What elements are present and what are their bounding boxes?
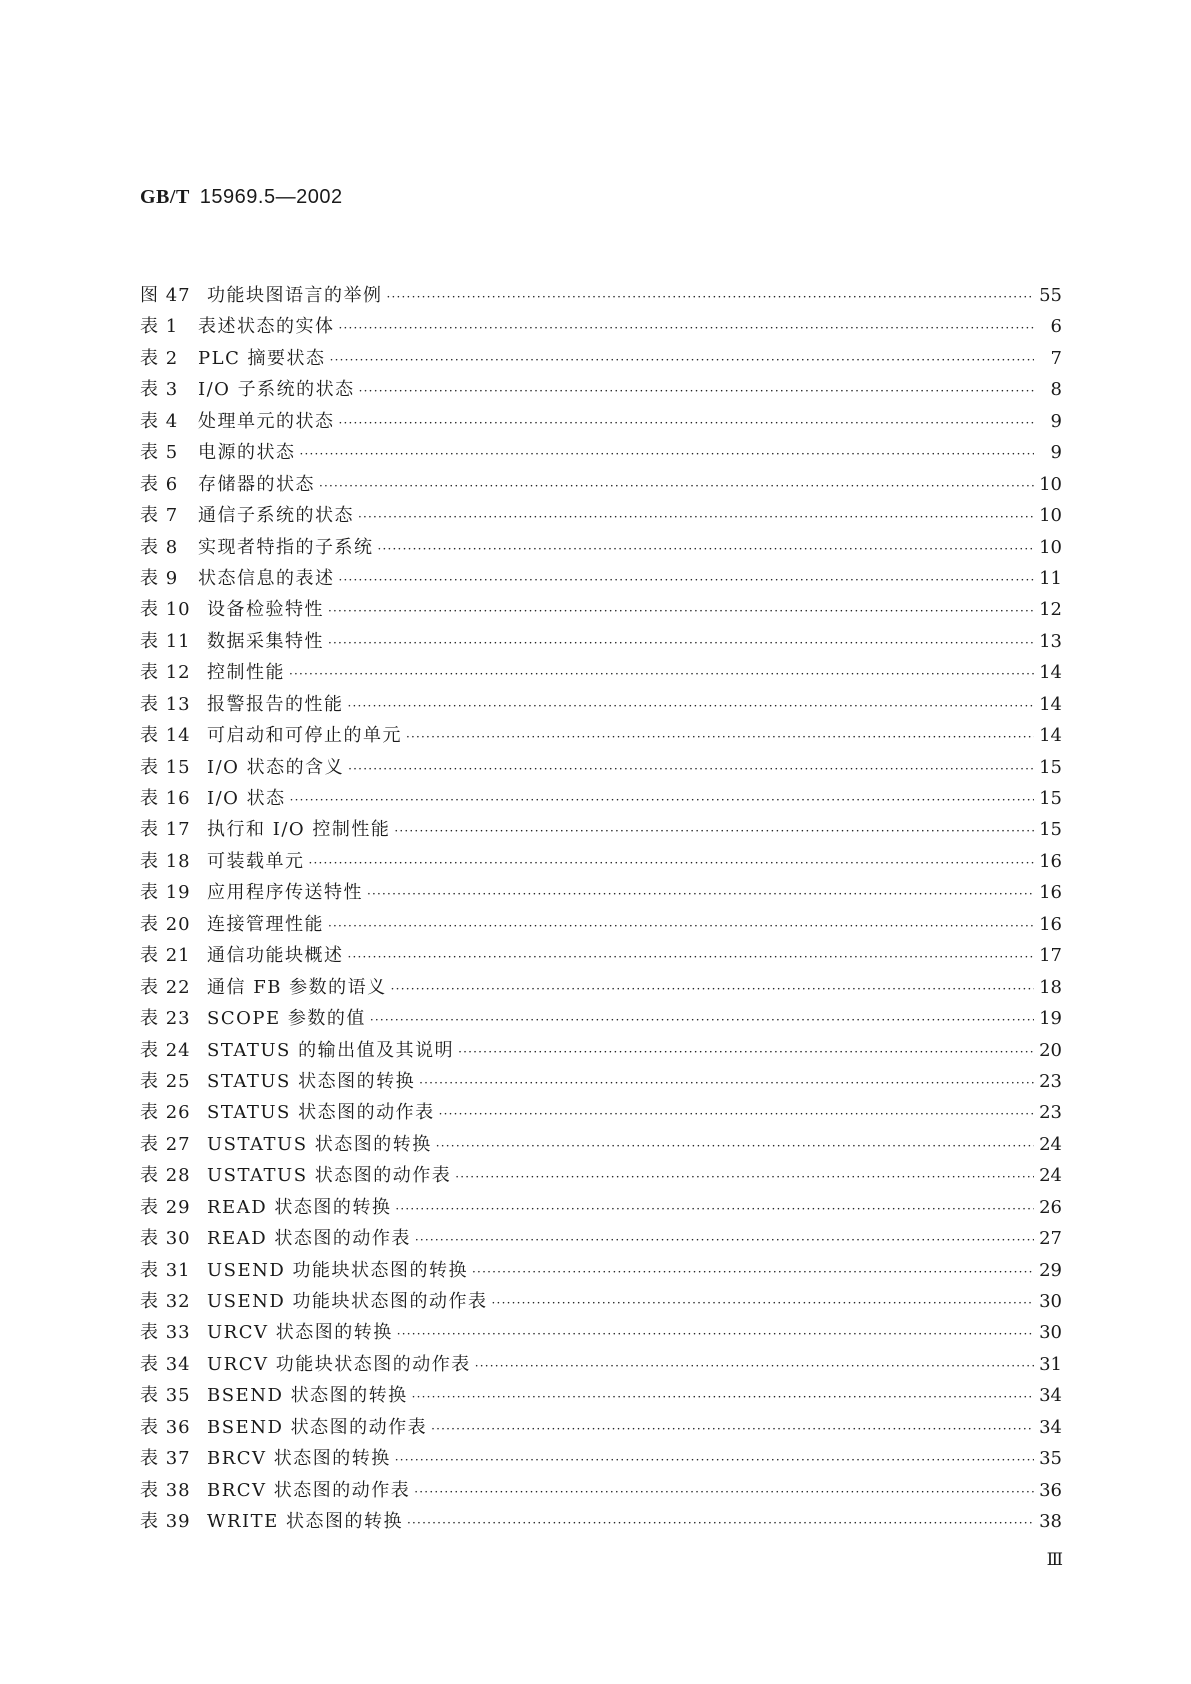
toc-entry-title: 表述状态的实体 bbox=[198, 316, 335, 338]
toc-entry-page: 16 bbox=[1039, 882, 1062, 904]
toc-entry-label: 表 25 bbox=[140, 1070, 191, 1092]
toc-entry[interactable] bbox=[140, 1129, 1062, 1160]
toc-dot-leader bbox=[289, 659, 1034, 690]
toc-entry-label: 表 21 bbox=[140, 945, 191, 967]
toc-entry-page: 14 bbox=[1039, 725, 1062, 747]
toc-entry-title: 执行和 I/O 控制性能 bbox=[207, 819, 391, 841]
toc-entry-label: 表 30 bbox=[140, 1228, 191, 1250]
toc-entry-page: 23 bbox=[1039, 1070, 1062, 1092]
toc-entry-page: 26 bbox=[1039, 1196, 1062, 1218]
toc-entry-title: USTATUS 状态图的转换 bbox=[207, 1133, 432, 1155]
toc-entry-label: 表 4 bbox=[140, 410, 179, 432]
toc-dot-leader bbox=[300, 439, 1035, 470]
toc-entry[interactable] bbox=[140, 940, 1062, 971]
toc-entry-title: USEND 功能块状态图的转换 bbox=[207, 1259, 469, 1281]
toc-entry-page: 14 bbox=[1039, 693, 1062, 715]
toc-entry-title: USTATUS 状态图的动作表 bbox=[207, 1165, 452, 1187]
toc-entry-label: 表 39 bbox=[140, 1511, 191, 1533]
toc-entry-label: 表 13 bbox=[140, 693, 191, 715]
toc-entry-page: 30 bbox=[1039, 1322, 1062, 1344]
toc-dot-leader bbox=[395, 1194, 1034, 1225]
standard-prefix: GB/T bbox=[140, 186, 190, 208]
toc-entry-page: 20 bbox=[1039, 1039, 1062, 1061]
toc-entry-title: BRCV 状态图的动作表 bbox=[207, 1479, 411, 1501]
toc-entry-page: 6 bbox=[1050, 316, 1062, 338]
toc-entry[interactable] bbox=[140, 280, 1062, 311]
toc-dot-leader bbox=[395, 1445, 1034, 1476]
toc-dot-leader bbox=[397, 1319, 1034, 1350]
toc-dot-leader bbox=[412, 1382, 1034, 1413]
toc-dot-leader bbox=[328, 628, 1034, 659]
toc-entry-title: SCOPE 参数的值 bbox=[207, 1008, 366, 1030]
toc-entry-label: 表 33 bbox=[140, 1322, 191, 1344]
toc-entry-title: 可启动和可停止的单元 bbox=[207, 725, 402, 747]
toc-entry-title: 报警报告的性能 bbox=[207, 693, 344, 715]
toc-entry-page: 7 bbox=[1050, 347, 1062, 369]
toc-entry-page: 16 bbox=[1039, 913, 1062, 935]
toc-entry-page: 11 bbox=[1039, 567, 1062, 589]
toc-dot-leader bbox=[439, 1099, 1034, 1130]
toc-entry[interactable] bbox=[140, 500, 1062, 531]
toc-entry[interactable] bbox=[140, 1035, 1062, 1066]
toc-entry-label: 表 20 bbox=[140, 913, 191, 935]
toc-entry-title: 控制性能 bbox=[207, 662, 285, 684]
toc-dot-leader bbox=[407, 1508, 1034, 1539]
toc-entry-title: BSEND 状态图的动作表 bbox=[207, 1416, 428, 1438]
document-header bbox=[140, 186, 343, 209]
toc-dot-leader bbox=[348, 691, 1035, 722]
toc-entry-title: STATUS 的输出值及其说明 bbox=[207, 1039, 455, 1061]
toc-entry-page: 15 bbox=[1039, 788, 1062, 809]
toc-entry-page: 31 bbox=[1039, 1353, 1062, 1375]
toc-entry-title: I/O 子系统的状态 bbox=[198, 379, 355, 401]
toc-entry-page: 34 bbox=[1039, 1416, 1062, 1438]
toc-entry-label: 表 15 bbox=[140, 756, 191, 778]
toc-entry-title: STATUS 状态图的动作表 bbox=[207, 1102, 435, 1124]
toc-entry-page: 27 bbox=[1039, 1228, 1062, 1250]
toc-entry-page: 14 bbox=[1039, 662, 1062, 684]
toc-entry-title: URCV 功能块状态图的动作表 bbox=[207, 1353, 471, 1375]
toc-entry-title: USEND 功能块状态图的动作表 bbox=[207, 1291, 488, 1312]
toc-entry-title: STATUS 状态图的转换 bbox=[207, 1070, 416, 1092]
toc-entry-label: 表 3 bbox=[140, 379, 179, 401]
toc-entry-title: 实现者特指的子系统 bbox=[198, 536, 374, 558]
standard-number: 15969.5—2002 bbox=[199, 186, 343, 208]
toc-entry-page: 19 bbox=[1039, 1008, 1062, 1030]
toc-entry-label: 表 14 bbox=[140, 725, 191, 747]
toc-entry-title: 应用程序传送特性 bbox=[207, 882, 363, 904]
toc-entry-page: 24 bbox=[1039, 1165, 1062, 1187]
toc-entry[interactable] bbox=[140, 1066, 1062, 1097]
toc-entry-title: 可装载单元 bbox=[207, 850, 305, 872]
toc-dot-leader bbox=[455, 1162, 1034, 1193]
toc-entry-label: 表 28 bbox=[140, 1165, 191, 1187]
toc-dot-leader bbox=[367, 879, 1034, 910]
toc-entry[interactable] bbox=[140, 1412, 1062, 1443]
toc-entry[interactable] bbox=[140, 1475, 1062, 1506]
toc-dot-leader bbox=[290, 785, 1034, 816]
toc-entry-page: 10 bbox=[1039, 536, 1062, 558]
toc-entry[interactable] bbox=[140, 1317, 1062, 1348]
toc-entry[interactable] bbox=[140, 720, 1062, 751]
toc-entry[interactable] bbox=[140, 783, 1062, 814]
toc-entry-title: 电源的状态 bbox=[198, 442, 296, 464]
toc-entry-title: 处理单元的状态 bbox=[198, 410, 335, 432]
toc-dot-leader bbox=[328, 596, 1034, 627]
toc-entry[interactable] bbox=[140, 594, 1062, 625]
toc-entry-title: READ 状态图的转换 bbox=[207, 1196, 392, 1218]
toc-entry-page: 30 bbox=[1039, 1291, 1062, 1312]
toc-entry[interactable] bbox=[140, 343, 1062, 374]
toc-dot-leader bbox=[431, 1414, 1034, 1445]
toc-dot-leader bbox=[319, 471, 1034, 502]
toc-entry-label: 表 32 bbox=[140, 1291, 191, 1312]
toc-dot-leader bbox=[339, 408, 1035, 439]
toc-dot-leader bbox=[394, 816, 1034, 847]
toc-dot-leader bbox=[472, 1257, 1034, 1288]
toc-entry[interactable] bbox=[140, 1192, 1062, 1223]
toc-entry[interactable] bbox=[140, 1286, 1062, 1317]
toc-entry-label: 表 31 bbox=[140, 1259, 191, 1281]
toc-entry-page: 15 bbox=[1039, 819, 1062, 841]
toc-dot-leader bbox=[348, 942, 1035, 973]
toc-dot-leader bbox=[370, 1005, 1034, 1036]
toc-entry-title: 通信 FB 参数的语义 bbox=[207, 976, 387, 998]
toc-entry[interactable] bbox=[140, 846, 1062, 877]
toc-dot-leader bbox=[391, 974, 1034, 1005]
toc-entry[interactable] bbox=[140, 532, 1062, 563]
toc-entry-title: WRITE 状态图的转换 bbox=[207, 1511, 404, 1533]
toc-entry-label: 表 27 bbox=[140, 1133, 191, 1155]
toc-dot-leader bbox=[330, 345, 1034, 376]
page-number: Ⅲ bbox=[1046, 1550, 1063, 1570]
toc-entry-title: 通信功能块概述 bbox=[207, 945, 344, 967]
toc-entry[interactable] bbox=[140, 437, 1062, 468]
toc-entry[interactable] bbox=[140, 469, 1062, 500]
toc-entry-label: 表 18 bbox=[140, 850, 191, 872]
toc-entry-page: 17 bbox=[1039, 945, 1062, 967]
toc-entry-label: 表 8 bbox=[140, 536, 179, 558]
toc-dot-leader bbox=[309, 848, 1035, 879]
toc-entry-title: BSEND 状态图的转换 bbox=[207, 1385, 408, 1407]
toc-entry[interactable] bbox=[140, 1160, 1062, 1191]
toc-entry[interactable] bbox=[140, 1380, 1062, 1411]
toc-entry-label: 表 1 bbox=[140, 316, 179, 338]
toc-entry[interactable] bbox=[140, 1443, 1062, 1474]
toc-entry[interactable] bbox=[140, 689, 1062, 720]
toc-entry-page: 29 bbox=[1039, 1259, 1062, 1281]
toc-entry-title: READ 状态图的动作表 bbox=[207, 1228, 411, 1250]
toc-entry-title: I/O 状态 bbox=[207, 788, 286, 809]
toc-entry-label: 表 19 bbox=[140, 882, 191, 904]
toc-entry-label: 表 37 bbox=[140, 1448, 191, 1470]
toc-entry-label: 表 7 bbox=[140, 505, 179, 527]
toc-entry-page: 15 bbox=[1039, 756, 1062, 778]
toc-entry-label: 表 26 bbox=[140, 1102, 191, 1124]
toc-entry[interactable] bbox=[140, 626, 1062, 657]
toc-entry-label: 表 17 bbox=[140, 819, 191, 841]
toc-entry-title: 设备检验特性 bbox=[207, 599, 324, 621]
toc-dot-leader bbox=[339, 313, 1035, 344]
toc-entry-label: 表 24 bbox=[140, 1039, 191, 1061]
toc-entry[interactable] bbox=[140, 909, 1062, 940]
toc-entry-title: PLC 摘要状态 bbox=[198, 347, 326, 369]
toc-entry[interactable] bbox=[140, 1003, 1062, 1034]
toc-entry-page: 9 bbox=[1050, 442, 1062, 464]
toc-entry-page: 10 bbox=[1039, 473, 1062, 495]
toc-entry[interactable] bbox=[140, 1349, 1062, 1380]
toc-dot-leader bbox=[492, 1288, 1034, 1319]
toc-entry-page: 35 bbox=[1039, 1448, 1062, 1470]
toc-entry-label: 表 2 bbox=[140, 347, 179, 369]
toc-entry-label: 表 35 bbox=[140, 1385, 191, 1407]
toc-entry[interactable] bbox=[140, 311, 1062, 342]
toc-entry-label: 表 5 bbox=[140, 442, 179, 464]
toc-entry-label: 表 29 bbox=[140, 1196, 191, 1218]
toc-dot-leader bbox=[406, 722, 1034, 753]
toc-entry-page: 36 bbox=[1039, 1479, 1062, 1501]
toc-entry[interactable] bbox=[140, 1255, 1062, 1286]
toc-entry[interactable] bbox=[140, 1506, 1062, 1537]
toc-dot-leader bbox=[359, 376, 1034, 407]
toc-entry-page: 23 bbox=[1039, 1102, 1062, 1124]
toc-entry-label: 表 23 bbox=[140, 1008, 191, 1030]
toc-entry-page: 55 bbox=[1039, 285, 1062, 306]
toc-dot-leader bbox=[387, 282, 1035, 313]
toc-entry[interactable] bbox=[140, 657, 1062, 688]
toc-entry-title: 数据采集特性 bbox=[207, 630, 324, 652]
toc-entry-title: URCV 状态图的转换 bbox=[207, 1322, 393, 1344]
toc-entry-page: 34 bbox=[1039, 1385, 1062, 1407]
toc-entry-label: 表 16 bbox=[140, 788, 191, 809]
toc-entry-page: 10 bbox=[1039, 505, 1062, 527]
toc-entry-title: 存储器的状态 bbox=[198, 473, 315, 495]
toc-entry-label: 表 34 bbox=[140, 1353, 191, 1375]
toc-entry-page: 24 bbox=[1039, 1133, 1062, 1155]
toc-entry[interactable] bbox=[140, 563, 1062, 594]
toc-entry[interactable] bbox=[140, 972, 1062, 1003]
toc-entry-label: 表 10 bbox=[140, 599, 191, 621]
toc-entry-title: 连接管理性能 bbox=[207, 913, 324, 935]
toc-entry-page: 18 bbox=[1039, 976, 1062, 998]
toc-entry[interactable] bbox=[140, 1223, 1062, 1254]
toc-dot-leader bbox=[458, 1037, 1034, 1068]
toc-entry[interactable] bbox=[140, 877, 1062, 908]
toc-entry-page: 38 bbox=[1039, 1511, 1062, 1533]
toc-entry-page: 13 bbox=[1039, 630, 1062, 652]
toc-entry-label: 表 11 bbox=[140, 630, 191, 652]
toc-dot-leader bbox=[339, 565, 1035, 596]
toc-entry-label: 表 12 bbox=[140, 662, 191, 684]
toc-dot-leader bbox=[378, 534, 1035, 565]
toc-entry[interactable] bbox=[140, 374, 1062, 405]
toc-entry-page: 9 bbox=[1050, 410, 1062, 432]
toc-entry-label: 图 47 bbox=[140, 285, 191, 306]
toc-entry-label: 表 9 bbox=[140, 567, 179, 589]
toc-entry-title: I/O 状态的含义 bbox=[207, 756, 345, 778]
toc-dot-leader bbox=[419, 1068, 1034, 1099]
toc-entry-title: BRCV 状态图的转换 bbox=[207, 1448, 391, 1470]
table-of-contents bbox=[140, 280, 1062, 1538]
toc-dot-leader bbox=[475, 1351, 1034, 1382]
toc-entry-label: 表 6 bbox=[140, 473, 179, 495]
toc-entry-page: 16 bbox=[1039, 850, 1062, 872]
toc-entry-title: 状态信息的表述 bbox=[198, 567, 335, 589]
toc-entry[interactable] bbox=[140, 406, 1062, 437]
toc-entry-label: 表 22 bbox=[140, 976, 191, 998]
toc-entry-page: 12 bbox=[1039, 599, 1062, 621]
toc-entry-title: 通信子系统的状态 bbox=[198, 505, 354, 527]
toc-dot-leader bbox=[358, 502, 1034, 533]
toc-entry[interactable] bbox=[140, 1097, 1062, 1128]
toc-dot-leader bbox=[415, 1225, 1034, 1256]
toc-dot-leader bbox=[348, 754, 1034, 785]
toc-entry-title: 功能块图语言的举例 bbox=[207, 285, 383, 306]
toc-entry-label: 表 36 bbox=[140, 1416, 191, 1438]
toc-dot-leader bbox=[328, 911, 1034, 942]
toc-entry[interactable] bbox=[140, 814, 1062, 845]
toc-dot-leader bbox=[414, 1477, 1034, 1508]
toc-entry-page: 8 bbox=[1050, 379, 1062, 401]
toc-entry[interactable] bbox=[140, 752, 1062, 783]
toc-dot-leader bbox=[436, 1131, 1034, 1162]
toc-entry-label: 表 38 bbox=[140, 1479, 191, 1501]
